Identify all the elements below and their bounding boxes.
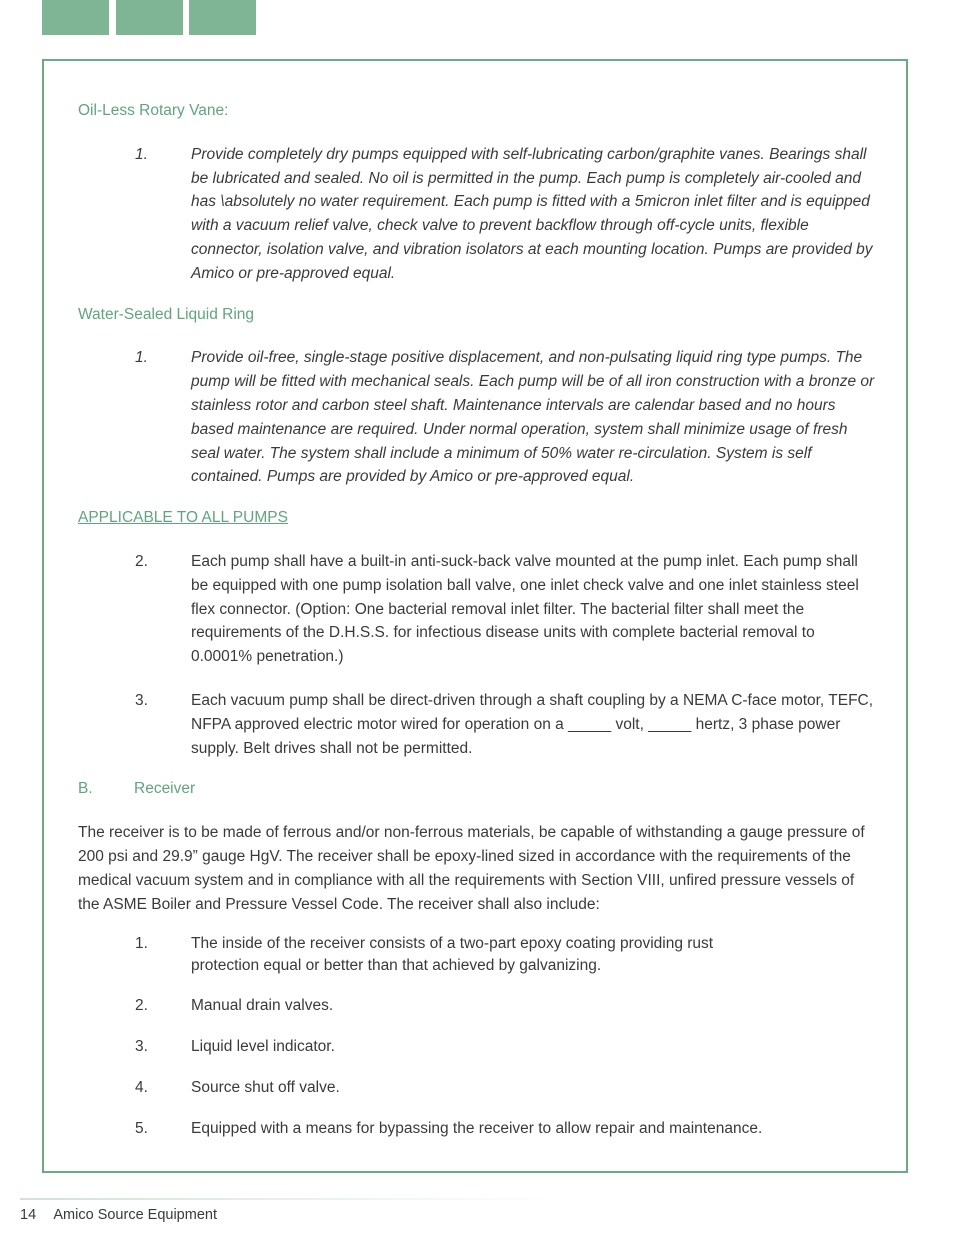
list-item-text: Equipped with a means for bypassing the receiver to allow repair and maintenance. (191, 1119, 763, 1137)
list-item-text: Provide completely dry pumps equipped with self-lubricating carbon/graphite vanes. Bearings shall be lubricated and sealed. No oil is permitted in the pump. Each pump is completely air-cooled and has \absolutely no water requirement. Each pump is fitted with a 5micron inlet filter and is equipped with a vacuum relief valve, check valve to prevent backflow through off-cycle units, flexible connector, isolation valve, and vibration isolators at each mounting location. Pumps are provided by Amico or pre-approved equal. (191, 145, 873, 282)
heading-liquid-ring: Water-Sealed Liquid Ring (78, 305, 255, 323)
list-item-number: 3. (135, 691, 148, 709)
receiver-paragraph: The receiver is to be made of ferrous and/or non-ferrous materials, be capable of withstanding a gauge pressure of 200 psi and 29.9” gauge HgV. The receiver shall be epoxy-lined sized in accordance with the requirements of the medical vacuum system and in compliance with all the requirements with Section VIII, unfired pressure vessels of the ASME Boiler and Pressure Vessel Code. The receiver shall also include: (78, 824, 865, 913)
footer-title: Amico Source Equipment (53, 1207, 217, 1223)
list-item-number: 5. (135, 1119, 148, 1137)
list-item-text: Manual drain valves. (191, 997, 334, 1015)
list-item-text: Source shut off valve. (191, 1078, 340, 1096)
list-item-number: 1. (135, 935, 148, 953)
header-tab-1 (42, 0, 109, 35)
list-item-text: Each vacuum pump shall be direct-driven through a shaft coupling by a NEMA C-face motor, TEFC, NFPA approved electric motor wired for operation on a _____ volt, _____ hertz, 3 phase power supply. Belt drives shall not be permitted. (191, 691, 874, 757)
list-item-text: The inside of the receiver consists of a two-part epoxy coating providing rust protection equal or better than that achieved by galvanizing. (191, 935, 714, 975)
heading-oil-less: Oil-Less Rotary Vane: (78, 102, 229, 119)
section-title: Receiver (134, 780, 196, 798)
list-item (78, 1117, 878, 1141)
list-item-text: Liquid level indicator. (191, 1038, 335, 1056)
header-tab-2 (116, 0, 183, 35)
list-item-text: Each pump shall have a built-in anti-suck-back valve mounted at the pump inlet. Each pump shall be equipped with one pump isolation ball valve, one inlet check valve and one inlet stainless steel flex connector. (Option: One bacterial removal inlet filter. The bacterial filter shall meet the requirements of the D.H.S.S. for infectious disease units with complete bacterial removal to 0.0001% penetration.) (191, 552, 859, 666)
list-item (78, 1035, 878, 1059)
page-number: 14 (20, 1207, 37, 1223)
heading-receiver (78, 777, 878, 801)
document-body (78, 99, 878, 1141)
list-item (78, 1076, 878, 1100)
list-item-number: 1. (135, 349, 148, 367)
list-item (78, 143, 878, 286)
list-item-number: 2. (135, 552, 148, 570)
footer-divider (20, 1198, 570, 1200)
header-tab-3 (189, 0, 256, 35)
list-item-text: Provide oil-free, single-stage positive displacement, and non-pulsating liquid ring type pumps. The pump will be fitted with mechanical seals. Each pump will be of all iron construction with a bronze or stainless rotor and carbon steel shaft. Maintenance intervals are calendar based and no hours based maintenance are required. Under normal operation, system shall minimize usage of fresh seal water. The system shall include a minimum of 50% water re-circulation. System is self contained. Pumps are provided by Amico or pre-approved equal. (191, 349, 875, 486)
page-footer (20, 1207, 217, 1223)
heading-applicable-all-pumps: APPLICABLE TO ALL PUMPS (78, 509, 288, 527)
list-item (78, 689, 878, 760)
list-item (78, 550, 878, 669)
list-item-number: 4. (135, 1078, 148, 1096)
list-item (78, 994, 878, 1018)
list-item (78, 933, 878, 977)
list-item (78, 346, 878, 489)
list-item-number: 2. (135, 997, 148, 1015)
section-letter: B. (78, 780, 93, 798)
list-item-number: 1. (135, 145, 148, 163)
list-item-number: 3. (135, 1038, 148, 1056)
